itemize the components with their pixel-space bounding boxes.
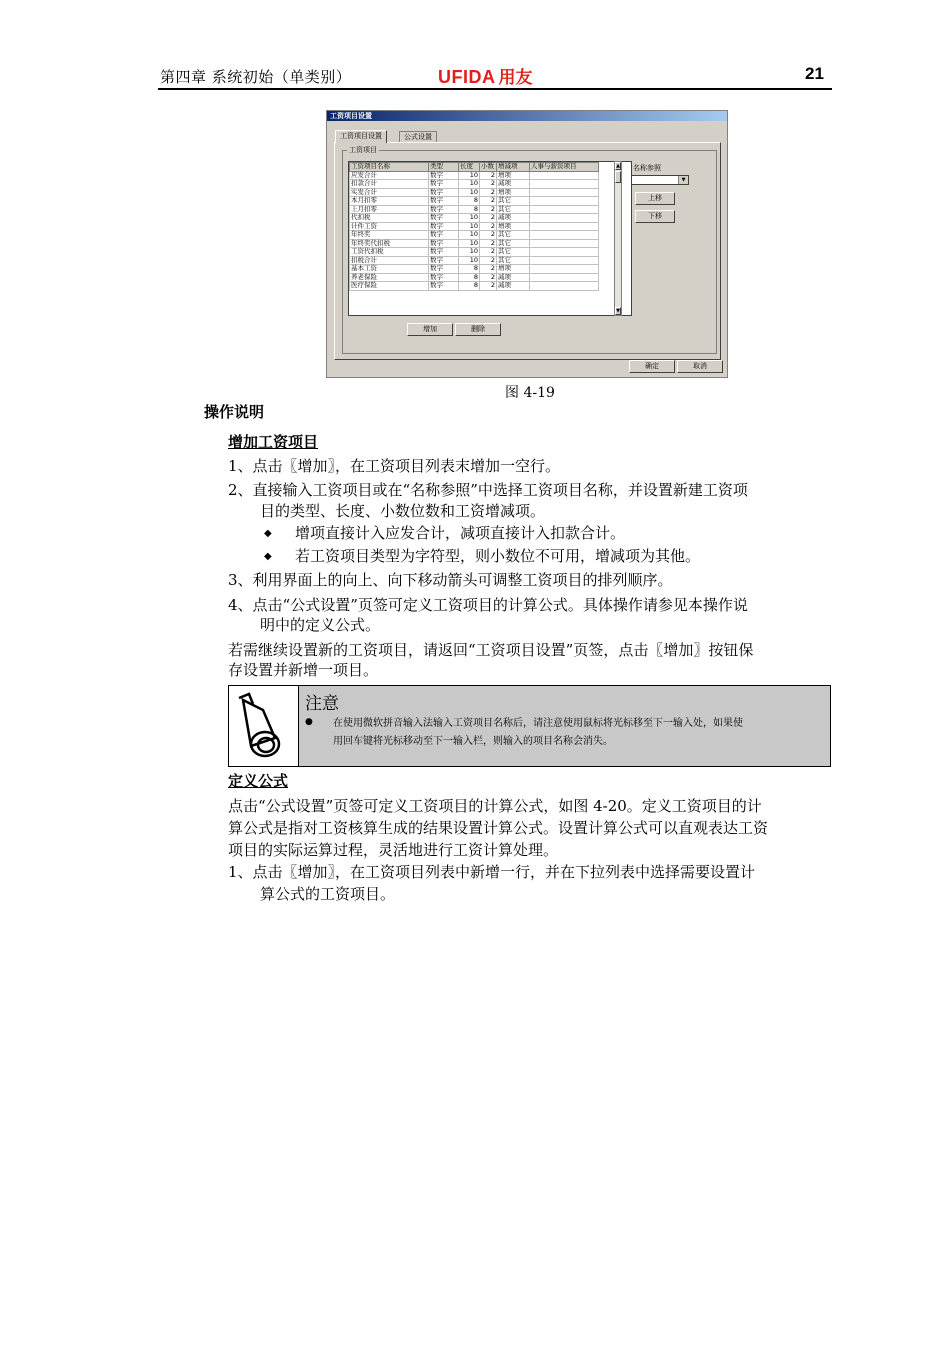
paragraph-2-line-3: 项目的实际运算过程，灵活地进行工资计算处理。 xyxy=(228,841,559,859)
cell-type[interactable]: 数字 xyxy=(429,214,459,223)
section-title: 操作说明 xyxy=(204,403,265,421)
header-rule xyxy=(158,88,832,90)
bullet-diamond-icon: ◆ xyxy=(264,528,272,539)
cell-length[interactable]: 10 xyxy=(459,231,480,240)
cell-name[interactable]: 代扣税 xyxy=(350,214,429,223)
step-5-line-1: 1、点击〖增加〗，在工资项目列表中新增一行，并在下拉列表中选择需要设置计 xyxy=(228,863,756,881)
cell-name[interactable]: 上月扣零 xyxy=(350,205,429,214)
cell-decimal[interactable]: 2 xyxy=(480,239,497,248)
scroll-thumb[interactable] xyxy=(615,171,621,183)
move-down-button[interactable]: 下移 xyxy=(635,210,675,223)
scroll-up-arrow-icon[interactable]: ▲ xyxy=(616,163,620,169)
cell-hr-item[interactable] xyxy=(530,248,599,257)
paragraph-1-line-1: 若需继续设置新的工资项目，请返回“工资项目设置”页签，点击〖增加〗按钮保 xyxy=(228,641,754,659)
scroll-down-arrow-icon[interactable]: ▼ xyxy=(616,308,620,314)
cell-name[interactable]: 基本工资 xyxy=(350,265,429,274)
add-button[interactable]: 增加 xyxy=(407,323,453,336)
table-row[interactable] xyxy=(350,214,599,223)
table-row[interactable] xyxy=(350,248,599,257)
step-2-line-1: 2、直接输入工资项目或在“名称参照”中选择工资项目名称，并设置新建工资项 xyxy=(228,481,748,499)
col-header-decimal[interactable]: 小数 xyxy=(480,163,497,172)
cell-type[interactable]: 数字 xyxy=(429,256,459,265)
cell-inc-dec[interactable]: 减项 xyxy=(497,180,530,189)
cell-hr-item[interactable] xyxy=(530,205,599,214)
cell-inc-dec[interactable]: 增项 xyxy=(497,171,530,180)
col-header-length[interactable]: 长度 xyxy=(459,163,480,172)
cell-hr-item[interactable] xyxy=(530,214,599,223)
cell-inc-dec[interactable]: 增项 xyxy=(497,265,530,274)
delete-button[interactable]: 删除 xyxy=(455,323,501,336)
paragraph-2-line-2: 算公式是指对工资核算生成的结果设置计算公式。设置计算公式可以直观表达工资 xyxy=(228,819,769,837)
step-4-line-2: 明中的定义公式。 xyxy=(260,616,381,634)
cell-inc-dec[interactable]: 减项 xyxy=(497,273,530,282)
step-4-line-1: 4、点击“公式设置”页签可定义工资项目的计算公式。具体操作请参见本操作说 xyxy=(228,596,748,614)
paragraph-2-line-1: 点击“公式设置”页签可定义工资项目的计算公式，如图 4-20。定义工资项目的计 xyxy=(228,797,762,815)
cell-decimal[interactable]: 2 xyxy=(480,256,497,265)
cell-length[interactable]: 10 xyxy=(459,171,480,180)
cancel-button[interactable]: 取消 xyxy=(677,360,723,373)
ufida-logo xyxy=(438,63,533,88)
cell-name[interactable]: 扣款合计 xyxy=(350,180,429,189)
page-number: 21 xyxy=(805,64,824,83)
cell-type[interactable]: 数字 xyxy=(429,273,459,282)
paragraph-1-line-2: 存设置并新增一项目。 xyxy=(228,661,379,679)
col-header-name[interactable]: 工资项目名称 xyxy=(350,163,429,172)
cell-inc-dec[interactable]: 增项 xyxy=(497,222,530,231)
cell-type[interactable]: 数字 xyxy=(429,248,459,257)
tab-salary-item-settings[interactable]: 工资项目设置 xyxy=(335,130,387,143)
col-header-inc-dec[interactable]: 增减项 xyxy=(497,163,530,172)
cell-inc-dec[interactable]: 其它 xyxy=(497,205,530,214)
cell-decimal[interactable]: 2 xyxy=(480,205,497,214)
chevron-down-icon[interactable]: ▼ xyxy=(678,176,688,184)
cell-length[interactable]: 10 xyxy=(459,188,480,197)
grid-scrollbar[interactable] xyxy=(614,161,622,316)
cell-hr-item[interactable] xyxy=(530,273,599,282)
cell-inc-dec[interactable]: 其它 xyxy=(497,248,530,257)
cell-hr-item[interactable] xyxy=(530,171,599,180)
cell-type[interactable]: 数字 xyxy=(429,239,459,248)
cell-inc-dec[interactable]: 增项 xyxy=(497,188,530,197)
bullet-1: 增项直接计入应发合计，减项直接计入扣款合计。 xyxy=(295,524,626,542)
cell-length[interactable]: 10 xyxy=(459,256,480,265)
note-box xyxy=(228,685,831,767)
cell-name[interactable]: 计件工资 xyxy=(350,222,429,231)
cell-length[interactable]: 8 xyxy=(459,282,480,291)
cell-name[interactable]: 医疗保险 xyxy=(350,282,429,291)
subsection-add-salary-item: 增加工资项目 xyxy=(228,433,319,451)
group-label: 工资项目 xyxy=(349,146,377,154)
col-header-hr-item[interactable]: 人事与薪资项目 xyxy=(530,163,599,172)
cell-decimal[interactable]: 2 xyxy=(480,282,497,291)
brand-name: UFIDA xyxy=(438,67,496,87)
cell-length[interactable]: 10 xyxy=(459,248,480,257)
cell-type[interactable]: 数字 xyxy=(429,171,459,180)
cell-decimal[interactable]: 2 xyxy=(480,180,497,189)
cell-length[interactable]: 10 xyxy=(459,180,480,189)
cell-type[interactable]: 数字 xyxy=(429,282,459,291)
dialog-title: 工资项目设置 xyxy=(327,111,727,121)
name-ref-label: 名称参照 xyxy=(633,164,661,172)
step-1: 1、点击〖增加〗，在工资项目列表末增加一空行。 xyxy=(228,457,561,475)
cell-length[interactable]: 8 xyxy=(459,265,480,274)
cell-type[interactable]: 数字 xyxy=(429,188,459,197)
brand-name-cn: 用友 xyxy=(498,68,533,87)
table-row[interactable] xyxy=(350,265,599,274)
cell-type[interactable]: 数字 xyxy=(429,205,459,214)
cell-length[interactable]: 10 xyxy=(459,239,480,248)
cell-decimal[interactable]: 2 xyxy=(480,197,497,206)
cell-hr-item[interactable] xyxy=(530,231,599,240)
cell-length[interactable]: 10 xyxy=(459,222,480,231)
move-up-button[interactable]: 上移 xyxy=(635,192,675,205)
cell-decimal[interactable]: 2 xyxy=(480,231,497,240)
table-row[interactable] xyxy=(350,180,599,189)
name-ref-select[interactable] xyxy=(631,175,689,185)
step-5-line-2: 算公式的工资项目。 xyxy=(260,885,396,903)
chapter-title: 第四章 系统初始（单类别） xyxy=(160,68,352,86)
cell-decimal[interactable]: 2 xyxy=(480,214,497,223)
cell-inc-dec[interactable]: 其它 xyxy=(497,256,530,265)
step-2-line-2: 目的类型、长度、小数位数和工资增减项。 xyxy=(260,502,546,520)
cell-decimal[interactable]: 2 xyxy=(480,248,497,257)
table-row[interactable] xyxy=(350,282,599,291)
cell-length[interactable]: 10 xyxy=(459,214,480,223)
cell-decimal[interactable]: 2 xyxy=(480,222,497,231)
cell-length[interactable]: 8 xyxy=(459,205,480,214)
cell-type[interactable]: 数字 xyxy=(429,180,459,189)
cell-hr-item[interactable] xyxy=(530,197,599,206)
cell-name[interactable]: 年终奖代扣税 xyxy=(350,239,429,248)
note-line-2: 用回车键将光标移动至下一输入栏，则输入的项目名称会消失。 xyxy=(333,736,613,747)
ok-button[interactable]: 确定 xyxy=(629,360,675,373)
grid-header-row xyxy=(350,163,599,172)
cell-decimal[interactable]: 2 xyxy=(480,188,497,197)
cell-decimal[interactable]: 2 xyxy=(480,273,497,282)
cell-name[interactable]: 养老保险 xyxy=(350,273,429,282)
note-content xyxy=(298,686,830,766)
bullet-2: 若工资项目类型为字符型，则小数位不可用，增减项为其他。 xyxy=(295,547,701,565)
cell-name[interactable]: 扣税合计 xyxy=(350,256,429,265)
cell-decimal[interactable]: 2 xyxy=(480,265,497,274)
cell-type[interactable]: 数字 xyxy=(429,231,459,240)
figure-caption: 图 4-19 xyxy=(505,385,555,401)
note-title: 注意 xyxy=(305,694,339,714)
cell-inc-dec[interactable]: 其它 xyxy=(497,231,530,240)
cell-name[interactable]: 应发合计 xyxy=(350,171,429,180)
cell-inc-dec[interactable]: 其它 xyxy=(497,239,530,248)
cell-name[interactable]: 工资代扣税 xyxy=(350,248,429,257)
cell-hr-item[interactable] xyxy=(530,222,599,231)
subsection-define-formula: 定义公式 xyxy=(228,772,289,790)
cell-hr-item[interactable] xyxy=(530,239,599,248)
bullet-diamond-icon: ◆ xyxy=(264,551,272,562)
cell-type[interactable]: 数字 xyxy=(429,197,459,206)
cell-hr-item[interactable] xyxy=(530,188,599,197)
bell-icon xyxy=(229,686,297,766)
salary-item-grid[interactable] xyxy=(348,161,632,316)
cell-inc-dec[interactable]: 其它 xyxy=(497,197,530,206)
cell-hr-item[interactable] xyxy=(530,180,599,189)
cell-hr-item[interactable] xyxy=(530,265,599,274)
col-header-type[interactable]: 类型 xyxy=(429,163,459,172)
salary-item-settings-dialog xyxy=(326,110,728,378)
table-row[interactable] xyxy=(350,231,599,240)
cell-name[interactable]: 实发合计 xyxy=(350,188,429,197)
note-bullet-icon: ● xyxy=(305,717,313,727)
cell-length[interactable]: 8 xyxy=(459,273,480,282)
note-text xyxy=(333,715,793,751)
cell-type[interactable]: 数字 xyxy=(429,222,459,231)
cell-length[interactable]: 8 xyxy=(459,197,480,206)
cell-decimal[interactable]: 2 xyxy=(480,171,497,180)
tab-formula-settings[interactable]: 公式设置 xyxy=(399,131,437,142)
cell-name[interactable]: 本月扣零 xyxy=(350,197,429,206)
cell-type[interactable]: 数字 xyxy=(429,265,459,274)
cell-hr-item[interactable] xyxy=(530,256,599,265)
cell-inc-dec[interactable]: 减项 xyxy=(497,282,530,291)
step-3: 3、利用界面上的向上、向下移动箭头可调整工资项目的排列顺序。 xyxy=(228,571,673,589)
table-row[interactable] xyxy=(350,197,599,206)
note-line-1: 在使用微软拼音输入法输入工资项目名称后，请注意使用鼠标将光标移至下一输入处，如果使 xyxy=(333,718,743,729)
cell-inc-dec[interactable]: 减项 xyxy=(497,214,530,223)
cell-name[interactable]: 年终奖 xyxy=(350,231,429,240)
cell-hr-item[interactable] xyxy=(530,282,599,291)
